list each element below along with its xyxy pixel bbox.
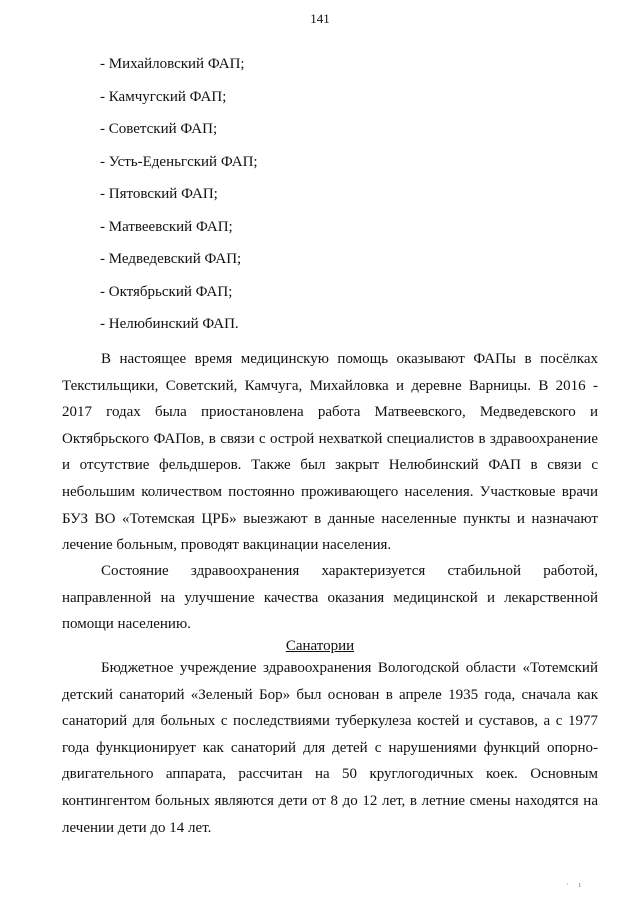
fap-list — [100, 53, 258, 346]
paragraph-sanatorium: Бюджетное учреждение здравоохранения Вологодской области «Тотемский детский санаторий «Зеленый Бор» был основан в апреле 1935 года, сначала как санаторий для больных с последствиями туберкулеза костей и суставов, а с 1977 года функционирует как санаторий для детей с нарушениями функций опорно-двигательного аппарата, рассчитан на 50 круглогодичных коек. Основным контингентом больных являются дети от 8 до 12 лет, в летние смены находятся на лечении дети до 14 лет. — [62, 660, 598, 836]
list-item: - Матвеевский ФАП; — [100, 218, 233, 235]
list-item: - Нелюбинский ФАП. — [100, 316, 239, 332]
list-item: - Пятовский ФАП; — [100, 186, 218, 202]
list-item: - Октябрьский ФАП; — [100, 283, 233, 300]
page-number: 141 — [310, 11, 330, 26]
scan-marks: · ı — [566, 880, 585, 889]
section-heading-sanatoriums: Санатории — [285, 638, 355, 654]
list-item: - Михайловский ФАП; — [100, 56, 245, 72]
paragraph-fap-status: В настоящее время медицинскую помощь оказывают ФАПы в посёлках Текстильщики, Советский, Камчуга, Михайловка и деревне Варницы. В 2016 - 2017 годах была приостановлена работа Матвеевского, Медведевского и Октябрьского ФАПов, в связи с острой нехваткой специалистов в здравоохранение и отсутствие фельдшеров. Также был закрыт Нелюбинский ФАП в связи с небольшим количеством постоянно проживающего населения. Участковые врачи БУЗ ВО «Тотемская ЦРБ» выезжают в данные населенные пункты и назначают лечение больным, проводят вакцинации населения. — [62, 351, 598, 554]
paragraph-healthcare-state: Состояние здравоохранения характеризуется стабильной работой, направленной на улучшение качества оказания медицинской и лекарственной помощи населению. — [62, 563, 598, 633]
list-item: - Советский ФАП; — [100, 121, 218, 137]
list-item: - Медведевский ФАП; — [100, 251, 242, 267]
list-item: - Усть-Еденьгский ФАП; — [100, 153, 258, 170]
list-item: - Камчугский ФАП; — [100, 88, 227, 105]
